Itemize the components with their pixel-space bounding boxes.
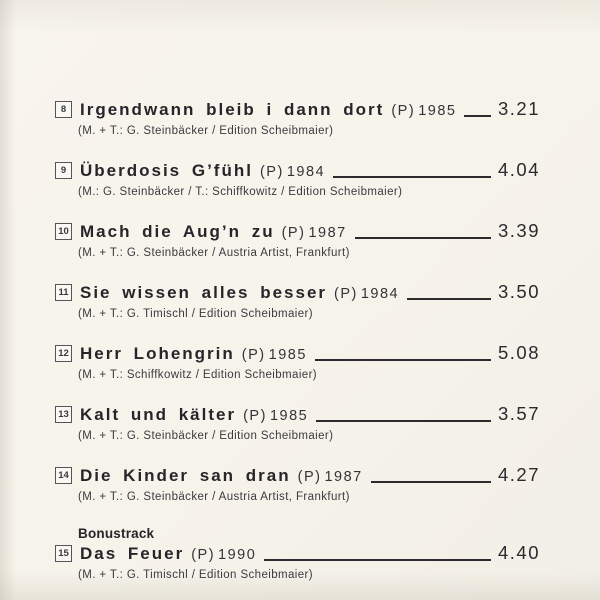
track-title: Sie wissen alles besser bbox=[80, 283, 328, 302]
track-year: 1987 bbox=[324, 469, 363, 485]
track-number-box: 15 bbox=[55, 545, 72, 562]
leader-line bbox=[333, 176, 491, 178]
p-symbol: (P) bbox=[259, 164, 284, 180]
track-credit: (M. + T.: G. Timischl / Edition Scheibmaier) bbox=[78, 569, 313, 581]
track-title: Mach die Aug’n zu bbox=[80, 222, 275, 241]
track-year: 1985 bbox=[269, 408, 309, 424]
track-credit: (M. + T.: G. Steinbäcker / Edition Scheibmaier) bbox=[78, 125, 334, 137]
track-number-box: 13 bbox=[55, 406, 72, 423]
track-duration: 3.21 bbox=[498, 98, 541, 119]
track-row-9 bbox=[55, 160, 548, 199]
track-duration: 3.50 bbox=[498, 281, 541, 302]
track-duration: 4.27 bbox=[498, 464, 541, 485]
track-credit: (M. + T.: G. Steinbäcker / Austria Artist, Frankfurt) bbox=[78, 491, 350, 503]
bonus-track-label: Bonustrack bbox=[78, 526, 155, 541]
track-year: 1990 bbox=[218, 547, 257, 563]
track-title: Die Kinder san dran bbox=[80, 466, 291, 485]
track-row-13 bbox=[55, 404, 548, 443]
track-row-12 bbox=[55, 343, 548, 382]
track-publish-info bbox=[391, 101, 456, 121]
leader-line bbox=[315, 359, 491, 361]
track-credit: (M. + T.: G. Steinbäcker / Austria Artist, Frankfurt) bbox=[78, 247, 350, 259]
track-title-line bbox=[55, 282, 548, 304]
track-title-line bbox=[55, 160, 548, 182]
p-symbol: (P) bbox=[297, 469, 322, 485]
track-number-box: 14 bbox=[55, 467, 72, 484]
track-publish-info bbox=[242, 345, 307, 365]
track-number-box: 8 bbox=[55, 101, 72, 118]
track-publish-info bbox=[243, 406, 308, 426]
track-year: 1984 bbox=[360, 286, 400, 302]
track-number-box: 11 bbox=[55, 284, 72, 301]
p-symbol: (P) bbox=[241, 347, 266, 363]
track-duration: 5.08 bbox=[498, 342, 541, 363]
track-number-box: 10 bbox=[55, 223, 72, 240]
leader-line bbox=[407, 298, 491, 300]
track-duration: 3.39 bbox=[498, 220, 541, 241]
track-number-box: 9 bbox=[55, 162, 72, 179]
track-publish-info bbox=[191, 545, 256, 565]
track-publish-info bbox=[260, 162, 325, 182]
leader-line bbox=[355, 237, 491, 239]
track-title: Das Feuer bbox=[80, 544, 185, 563]
track-publish-info bbox=[298, 467, 363, 487]
track-credit: (M.: G. Steinbäcker / T.: Schiffkowitz / Edition Scheibmaier) bbox=[78, 186, 403, 198]
p-symbol: (P) bbox=[243, 408, 267, 424]
track-row-8 bbox=[55, 99, 548, 138]
track-credit: (M. + T.: G. Steinbäcker / Edition Scheibmaier) bbox=[78, 430, 334, 442]
track-year: 1984 bbox=[286, 164, 326, 180]
track-year: 1985 bbox=[268, 347, 307, 363]
p-symbol: (P) bbox=[281, 225, 306, 241]
track-row-15 bbox=[55, 526, 548, 582]
track-title-line bbox=[55, 543, 548, 565]
track-title-line bbox=[55, 221, 548, 243]
leader-line bbox=[316, 420, 491, 422]
track-title: Überdosis G’fühl bbox=[80, 161, 253, 180]
track-title-line bbox=[55, 465, 548, 487]
track-number-box: 12 bbox=[55, 345, 72, 362]
track-row-14 bbox=[55, 465, 548, 504]
track-title: Herr Lohengrin bbox=[80, 344, 235, 363]
track-title-line bbox=[55, 404, 548, 426]
track-duration: 4.04 bbox=[498, 159, 541, 180]
track-credit: (M. + T.: Schiffkowitz / Edition Scheibmaier) bbox=[78, 369, 318, 381]
track-publish-info bbox=[282, 223, 347, 243]
track-year: 1987 bbox=[308, 225, 347, 241]
track-row-10 bbox=[55, 221, 548, 260]
track-title-line bbox=[55, 343, 548, 365]
track-row-11 bbox=[55, 282, 548, 321]
track-duration: 4.40 bbox=[498, 542, 541, 563]
track-duration: 3.57 bbox=[498, 403, 541, 424]
track-credit: (M. + T.: G. Timischl / Edition Scheibmaier) bbox=[78, 308, 313, 320]
p-symbol: (P) bbox=[391, 103, 416, 119]
leader-line bbox=[464, 115, 491, 117]
track-title: Kalt und kälter bbox=[80, 405, 237, 424]
leader-line bbox=[264, 559, 491, 561]
track-year: 1985 bbox=[418, 103, 457, 119]
track-title: Irgendwann bleib i dann dort bbox=[80, 100, 385, 119]
p-symbol: (P) bbox=[191, 547, 216, 563]
track-publish-info bbox=[334, 284, 399, 304]
p-symbol: (P) bbox=[334, 286, 358, 302]
leader-line bbox=[371, 481, 491, 483]
tracklist bbox=[55, 99, 548, 582]
track-title-line bbox=[55, 99, 548, 121]
